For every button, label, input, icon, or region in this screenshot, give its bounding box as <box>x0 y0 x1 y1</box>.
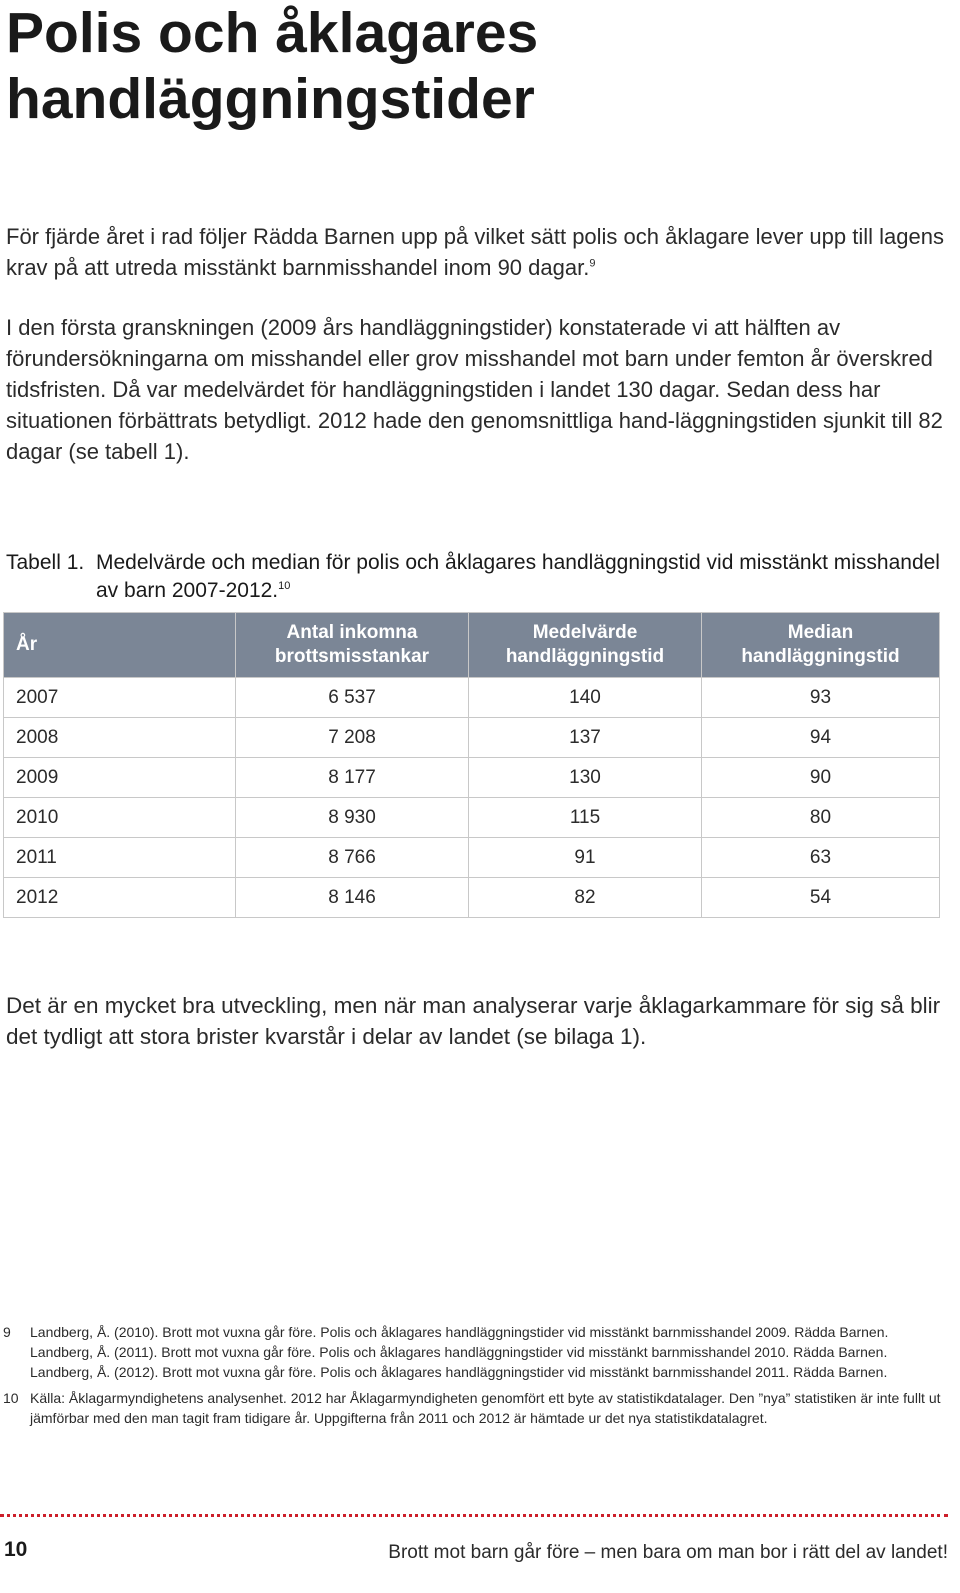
footnote-9 <box>0 1322 945 1382</box>
column-header-median: Median handläggningstid <box>702 613 940 678</box>
cell-median: 90 <box>702 758 940 798</box>
cell-count: 8 146 <box>236 878 469 918</box>
table-caption-label: Tabell 1. <box>6 551 85 574</box>
intro-paragraph <box>6 221 951 283</box>
cell-year: 2008 <box>4 718 236 758</box>
column-header-count: Antal inkomna brottsmisstankar <box>236 613 469 678</box>
intro-paragraph-text: För fjärde året i rad följer Rädda Barnen upp på vilket sätt polis och åklagare lever upp till lagens krav på att utreda misstänkt barnmisshandel inom 90 dagar. <box>6 224 944 280</box>
page-title <box>6 0 946 132</box>
table-caption-text-wrap <box>96 549 946 605</box>
cell-year: 2010 <box>4 798 236 838</box>
cell-count: 6 537 <box>236 678 469 718</box>
column-header-year: År <box>4 613 236 678</box>
cell-median: 63 <box>702 838 940 878</box>
page-number: 10 <box>4 1538 28 1561</box>
footnote-ref-10[interactable]: 10 <box>278 580 291 592</box>
conclusion-paragraph: Det är en mycket bra utveckling, men när man analyserar varje åklagarkammare för sig så blir det tydligt att stora brister kvarstår i delar av landet (se bilaga 1). <box>6 993 941 1049</box>
cell-mean: 140 <box>469 678 702 718</box>
cell-year: 2012 <box>4 878 236 918</box>
dotted-divider <box>0 1514 948 1517</box>
footnote-number: 9 <box>3 1324 11 1340</box>
cell-year: 2011 <box>4 838 236 878</box>
cell-mean: 91 <box>469 838 702 878</box>
cell-median: 80 <box>702 798 940 838</box>
cell-count: 8 930 <box>236 798 469 838</box>
footnote-10 <box>0 1388 945 1428</box>
column-header-mean: Medelvärde handläggningstid <box>469 613 702 678</box>
cell-year: 2007 <box>4 678 236 718</box>
table-row <box>4 798 940 838</box>
cell-mean: 137 <box>469 718 702 758</box>
cell-count: 7 208 <box>236 718 469 758</box>
footnote-text: Landberg, Å. (2010). Brott mot vuxna går före. Polis och åklagares handläggningstider vid misstänkt barnmisshandel 2009. Rädda Barnen. Landberg, Å. (2011). Brott mot vuxna går före. Polis och åklagares handläggningstider vid misstänkt barnmisshandel 2010. Rädda Barnen. Landberg, Å. (2012). Brott mot vuxna går före. Polis och åklagares handläggningstider vid misstänkt barnmisshandel 2011. Rädda Barnen. <box>30 1324 889 1380</box>
footnote-text: Källa: Åklagarmyndighetens analysenhet. 2012 har Åklagarmyndigheten genomfört ett byte av statistikdatalager. Den ”nya” statistiken är inte fullt ut jämförbar med den man tagit fram tidigare år. Uppgifterna från 2011 och 2012 är hämtade ur det nya statistikdatalagret. <box>30 1390 941 1426</box>
cell-count: 8 766 <box>236 838 469 878</box>
title-line-2: handläggningstider <box>6 67 535 131</box>
table-caption-text: Medelvärde och median för polis och åklagares handläggningstid vid misstänkt misshandel av barn 2007-2012. <box>96 551 940 602</box>
footnotes <box>0 1322 945 1434</box>
cell-mean: 82 <box>469 878 702 918</box>
cell-count: 8 177 <box>236 758 469 798</box>
cell-year: 2009 <box>4 758 236 798</box>
title-line-1: Polis och åklagares <box>6 1 539 65</box>
cell-median: 94 <box>702 718 940 758</box>
data-table <box>3 612 940 918</box>
running-footer: Brott mot barn går före – men bara om man bor i rätt del av landet! <box>388 1542 948 1563</box>
footnote-number: 10 <box>3 1390 19 1406</box>
table-row <box>4 718 940 758</box>
table-header-row <box>4 613 940 678</box>
cell-median: 54 <box>702 878 940 918</box>
table-row <box>4 878 940 918</box>
cell-mean: 130 <box>469 758 702 798</box>
cell-mean: 115 <box>469 798 702 838</box>
table-row <box>4 758 940 798</box>
cell-median: 93 <box>702 678 940 718</box>
table-row <box>4 838 940 878</box>
footnote-ref-9[interactable]: 9 <box>589 257 596 270</box>
body-paragraph: I den första granskningen (2009 års handläggningstider) konstaterade vi att hälften av förundersökningarna om misshandel eller grov misshandel mot barn under femton år överskred tidsfristen. Då var medelvärdet för handläggningstiden i landet 130 dagar. Sedan dess har situationen förbättrats betydligt. 2012 hade den genomsnittliga hand-läggningstiden sjunkit till 82 dagar (se tabell 1). <box>6 315 943 464</box>
table-row <box>4 678 940 718</box>
table-caption <box>6 549 946 605</box>
